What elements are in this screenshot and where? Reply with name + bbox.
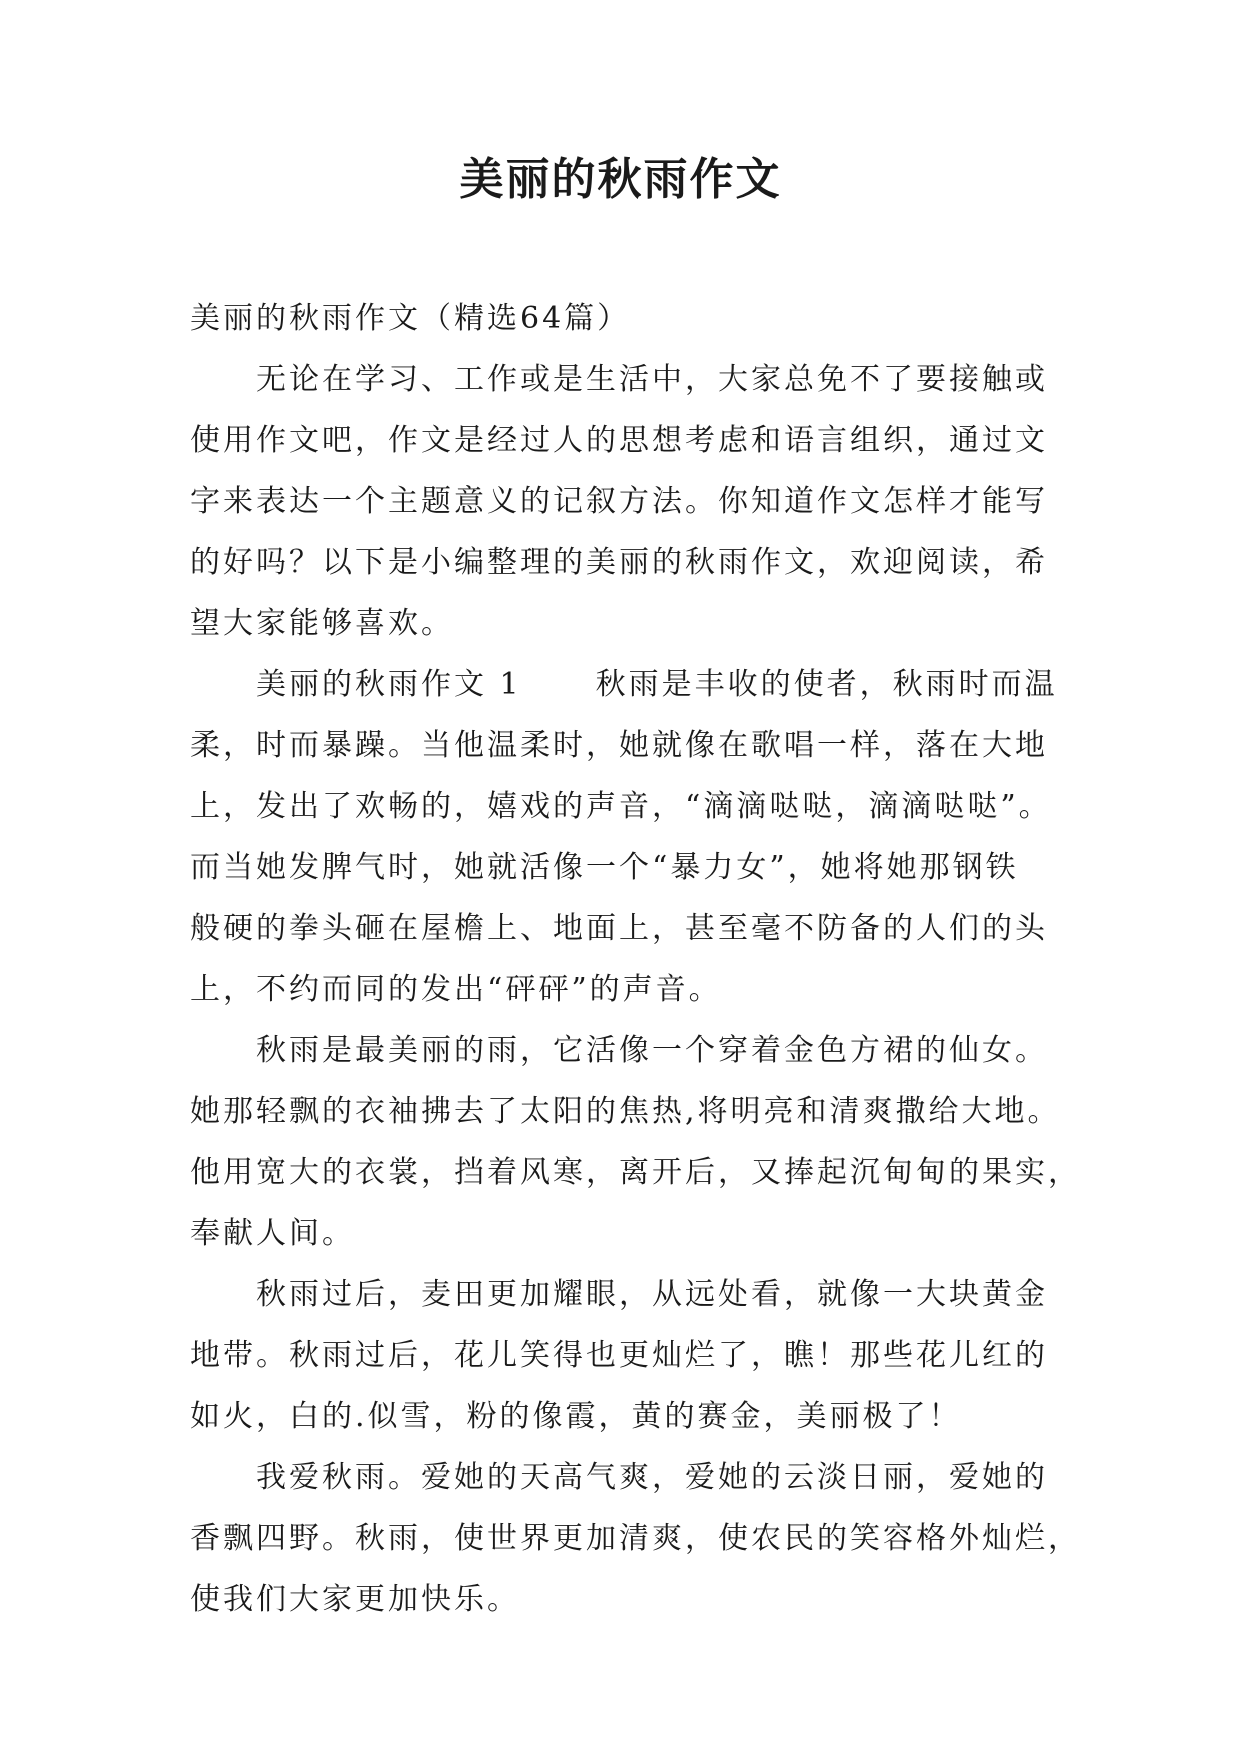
document-body xyxy=(190,288,1081,1630)
paragraph-line: 字来表达一个主题意义的记叙方法。你知道作文怎样才能写 xyxy=(190,484,1048,519)
essay-heading: 美丽的秋雨作文 1 xyxy=(256,667,522,702)
paragraph-line: 上，不约而同的发出“砰砰”的声音。 xyxy=(190,972,722,1007)
paragraph-line: 柔，时而暴躁。当他温柔时，她就像在歌唱一样，落在大地 xyxy=(190,728,1048,763)
subtitle-line: 美丽的秋雨作文（精选64篇） xyxy=(190,301,631,336)
paragraph-line: 地带。秋雨过后，花儿笑得也更灿烂了，瞧！那些花儿红的 xyxy=(190,1338,1048,1373)
paragraph-line: 香飘四野。秋雨，使世界更加清爽，使农民的笑容格外灿烂， xyxy=(190,1521,1081,1556)
document-title: 美丽的秋雨作文 xyxy=(459,154,782,205)
paragraph-line: 般硬的拳头砸在屋檐上、地面上，甚至毫不防备的人们的头 xyxy=(190,911,1048,946)
paragraph-line: 而当她发脾气时，她就活像一个“暴力女”，她将她那钢铁 xyxy=(190,850,1019,885)
paragraph-line: 使用作文吧，作文是经过人的思想考虑和语言组织，通过文 xyxy=(190,423,1048,458)
paragraph-line: 望大家能够喜欢。 xyxy=(190,606,454,641)
paragraph-line: 上，发出了欢畅的，嬉戏的声音，“滴滴哒哒，滴滴哒哒”。 xyxy=(190,789,1052,824)
paragraph-line: 使我们大家更加快乐。 xyxy=(190,1582,520,1617)
paragraph-line: 我爱秋雨。爱她的天高气爽，爱她的云淡日丽，爱她的 xyxy=(256,1460,1048,1495)
paragraph-text: 秋雨是丰收的使者，秋雨时而温 xyxy=(595,667,1058,702)
essay-heading-line xyxy=(190,654,1070,715)
paragraph-line: 奉献人间。 xyxy=(190,1216,355,1251)
paragraph-line: 如火，白的.似雪，粉的像霞，黄的赛金，美丽极了！ xyxy=(190,1399,962,1434)
paragraph-line: 他用宽大的衣裳，挡着风寒，离开后，又捧起沉甸甸的果实， xyxy=(190,1155,1081,1190)
paragraph-line: 秋雨是最美丽的雨，它活像一个穿着金色方裙的仙女。 xyxy=(256,1033,1048,1068)
paragraph-line: 无论在学习、工作或是生活中，大家总免不了要接触或 xyxy=(256,362,1048,397)
paragraph-line: 秋雨过后，麦田更加耀眼，从远处看，就像一大块黄金 xyxy=(256,1277,1048,1312)
paragraph-line: 的好吗？以下是小编整理的美丽的秋雨作文，欢迎阅读，希 xyxy=(190,545,1048,580)
paragraph-line: 她那轻飘的衣袖拂去了太阳的焦热,将明亮和清爽撒给大地。 xyxy=(190,1094,1061,1129)
